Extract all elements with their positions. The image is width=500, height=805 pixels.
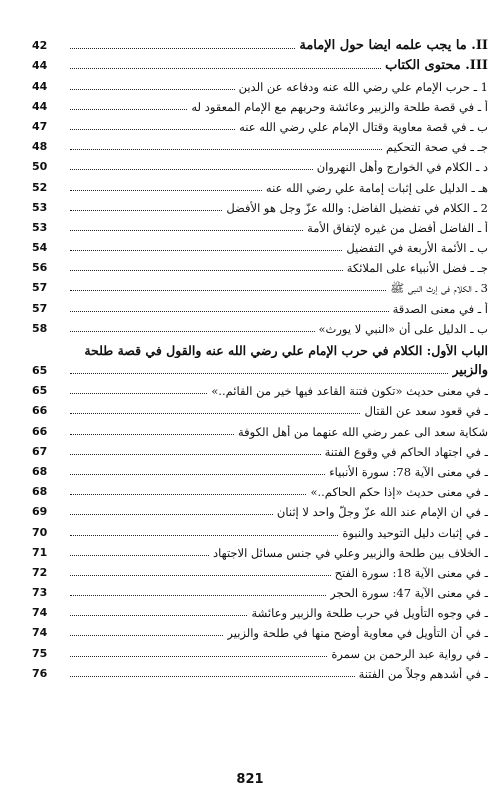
toc-page-number: 75 (32, 646, 48, 660)
dotted-leader (70, 393, 207, 394)
toc-page-number: 58 (32, 321, 48, 335)
dotted-leader (70, 68, 381, 69)
toc-entry[interactable] (28, 479, 488, 499)
toc-page-number: 53 (32, 220, 48, 234)
toc-page-number: 48 (32, 140, 48, 154)
dotted-leader (70, 250, 342, 251)
toc-page-number: 57 (32, 301, 48, 315)
dotted-leader (70, 454, 321, 455)
toc-page-number: 65 (32, 364, 48, 377)
toc-entry-title: ـ في اجتهاد الحاكم في وقوع الفتنة (324, 444, 488, 459)
toc-entry-title: III. محتوى الكتاب (385, 59, 488, 74)
toc-entry[interactable] (28, 255, 488, 275)
toc-entry-title: ـ في معنى حديث «إذا حكم الحاكم..» (310, 485, 488, 500)
toc-entry[interactable] (28, 378, 488, 398)
toc-page-number: 66 (32, 404, 48, 418)
toc-entry[interactable] (28, 519, 488, 539)
dotted-leader (70, 169, 313, 170)
toc-entry-title: ـ في معنى الآية 78: سورة الأنبياء (329, 464, 488, 479)
toc-entry[interactable] (28, 540, 488, 560)
toc-entry[interactable] (28, 174, 488, 194)
toc-entry[interactable] (28, 600, 488, 620)
toc-entry-title: أ ـ في قصة طلحة والزبير وعائشة وحربهم مع الإمام المعقود له (191, 99, 488, 114)
dotted-leader (70, 210, 222, 211)
dotted-leader (70, 635, 223, 636)
chapter-heading-title: الباب الأول: الكلام في حرب الإمام علي رضي الله عنه والقول في قصة طلحة (84, 343, 488, 358)
dotted-leader (70, 494, 306, 495)
toc-entry-title: ب ـ الدليل على أن «النبي لا يورث» (318, 321, 488, 336)
toc-page-number: 66 (32, 424, 48, 438)
dotted-leader (70, 311, 389, 312)
dotted-leader (70, 514, 273, 515)
dotted-leader (70, 89, 235, 90)
dotted-leader (70, 555, 209, 556)
toc-page-number: 68 (32, 464, 48, 478)
toc-entry[interactable] (28, 560, 488, 580)
toc-page-number: 71 (32, 545, 48, 559)
table-of-contents (28, 33, 488, 681)
dotted-leader (70, 575, 331, 576)
toc-entry[interactable] (28, 94, 488, 114)
page-number-footer: 821 (236, 772, 264, 787)
toc-page-number: 52 (32, 180, 48, 194)
dotted-leader (70, 149, 382, 150)
chapter-heading-line1[interactable] (28, 336, 488, 358)
toc-entry-title: ـ الخلاف بين طلحة والزبير وعلي في جنس مسائل الاجتهاد (213, 545, 488, 560)
toc-page-number: 42 (32, 39, 48, 53)
dotted-leader (70, 109, 187, 110)
toc-entry-title: ـ في معنى الآية 47: سورة الحجر (330, 586, 488, 601)
dotted-leader (70, 595, 326, 596)
dotted-leader (70, 290, 386, 291)
toc-page-number: 67 (32, 444, 48, 458)
toc-page-number: 70 (32, 525, 48, 539)
toc-entry-title: جـ ـ في صحة التحكيم (386, 140, 488, 155)
toc-entry-title: 3 ـ الكلام في إرث النبي ﷺ (390, 281, 488, 296)
toc-page-number: 44 (32, 99, 48, 113)
toc-page-number: 44 (32, 79, 48, 93)
toc-entry-title: هـ ـ الدليل على إثبات إمامة علي رضي الله عنه (265, 180, 488, 195)
toc-entry-title: أ ـ في معنى الصدقة (392, 301, 488, 316)
chapter-heading-line2[interactable] (28, 358, 488, 378)
toc-entry[interactable] (28, 661, 488, 681)
toc-entry-title: 1 ـ حرب الإمام علي رضي الله عنه ودفاعه عن الدين (238, 79, 488, 94)
toc-entry-title: 2 ـ الكلام في تفضيل الفاضل: والله عزّ وجل هو الأفضل (226, 200, 488, 215)
toc-entry-title: ـ في قعود سعد عن القتال (364, 404, 488, 419)
toc-page-number: 47 (32, 119, 48, 133)
dotted-leader (70, 129, 235, 130)
toc-entry-title: جـ ـ فضل الأنبياء على الملائكة (346, 261, 488, 276)
toc-page-number: 44 (32, 59, 48, 73)
toc-entry[interactable] (28, 275, 488, 295)
toc-entry[interactable] (28, 235, 488, 255)
toc-page-number: 73 (32, 586, 48, 600)
toc-entry[interactable] (28, 154, 488, 174)
toc-entry-title: ـ في أن التأويل في معاوية أوضح منها في طلحة والزبير (227, 626, 488, 641)
dotted-leader (70, 190, 262, 191)
toc-entry[interactable] (28, 195, 488, 215)
toc-entry[interactable] (28, 418, 488, 438)
toc-entry[interactable] (28, 73, 488, 93)
toc-page-number: 53 (32, 200, 48, 214)
toc-entry-title: ـ في ان الإمام عند الله عزّ وجلّ واحد لا إثنان (276, 505, 488, 520)
toc-page-number: 72 (32, 565, 48, 579)
dotted-leader (70, 535, 338, 536)
toc-entry[interactable] (28, 499, 488, 519)
toc-entry[interactable] (28, 215, 488, 235)
toc-entry-title: شكاية سعد الى عمر رضي الله عنهما من أهل الكوفة (237, 424, 488, 439)
toc-page-number: 76 (32, 666, 48, 680)
dotted-leader (70, 331, 315, 332)
dotted-leader (70, 230, 303, 231)
toc-page-number: 57 (32, 281, 48, 295)
toc-page-number: 74 (32, 606, 48, 620)
toc-entry[interactable] (28, 620, 488, 640)
dotted-leader (70, 474, 325, 475)
toc-entry[interactable] (28, 580, 488, 600)
chapter-heading-title: والزبير (452, 364, 488, 378)
toc-entry[interactable] (28, 295, 488, 315)
dotted-leader (70, 270, 343, 271)
dotted-leader (70, 48, 295, 49)
toc-entry-title: ـ في رواية عبد الرحمن بن سمرة (331, 646, 488, 661)
toc-page-number: 65 (32, 384, 48, 398)
toc-entry[interactable] (28, 640, 488, 660)
toc-entry-title: ـ في أشدهم وجلاً من الفتنة (358, 666, 488, 681)
toc-page-number: 54 (32, 241, 48, 255)
toc-entry[interactable] (28, 439, 488, 459)
toc-entry-section-iii[interactable] (28, 53, 488, 73)
toc-entry-title: ب ـ الأئمة الأربعة في التفضيل (346, 241, 488, 256)
toc-entry-title: ـ في معنى الآية 18: سورة الفتح (334, 565, 488, 580)
toc-entry-title: ـ في وجوه التأويل في حرب طلحة والزبير وعائشة (251, 606, 488, 621)
dotted-leader (70, 676, 355, 677)
toc-entry[interactable] (28, 134, 488, 154)
toc-entry[interactable] (28, 398, 488, 418)
toc-entry-title: أ ـ الفاضل أفضل من غيره لإتفاق الأمة (307, 220, 488, 235)
toc-entry-title: ـ في معنى حديث «تكون فتنة القاعد فيها خير من القائم..» (211, 384, 488, 399)
toc-entry-section-ii[interactable] (28, 33, 488, 53)
toc-entry-title: ب ـ في قصة معاوية وقتال الإمام علي رضي الله عنه (239, 119, 488, 134)
toc-page-number: 68 (32, 485, 48, 499)
dotted-leader (70, 434, 234, 435)
toc-page-number: 50 (32, 160, 48, 174)
dotted-leader (70, 413, 360, 414)
toc-entry[interactable] (28, 459, 488, 479)
dotted-leader (70, 615, 247, 616)
toc-entry-title: ـ في إثبات دليل التوحيد والنبوة (342, 525, 488, 540)
toc-page-number: 56 (32, 261, 48, 275)
toc-page-number: 74 (32, 626, 48, 640)
toc-entry[interactable] (28, 316, 488, 336)
toc-page-number: 69 (32, 505, 48, 519)
toc-entry-title: د ـ الكلام في الخوارج وأهل النهروان (316, 160, 488, 175)
dotted-leader (70, 373, 448, 374)
dotted-leader (70, 656, 327, 657)
toc-entry-title: II. ما يجب علمه أيضاً حول الإمامة (299, 39, 488, 54)
toc-entry[interactable] (28, 114, 488, 134)
